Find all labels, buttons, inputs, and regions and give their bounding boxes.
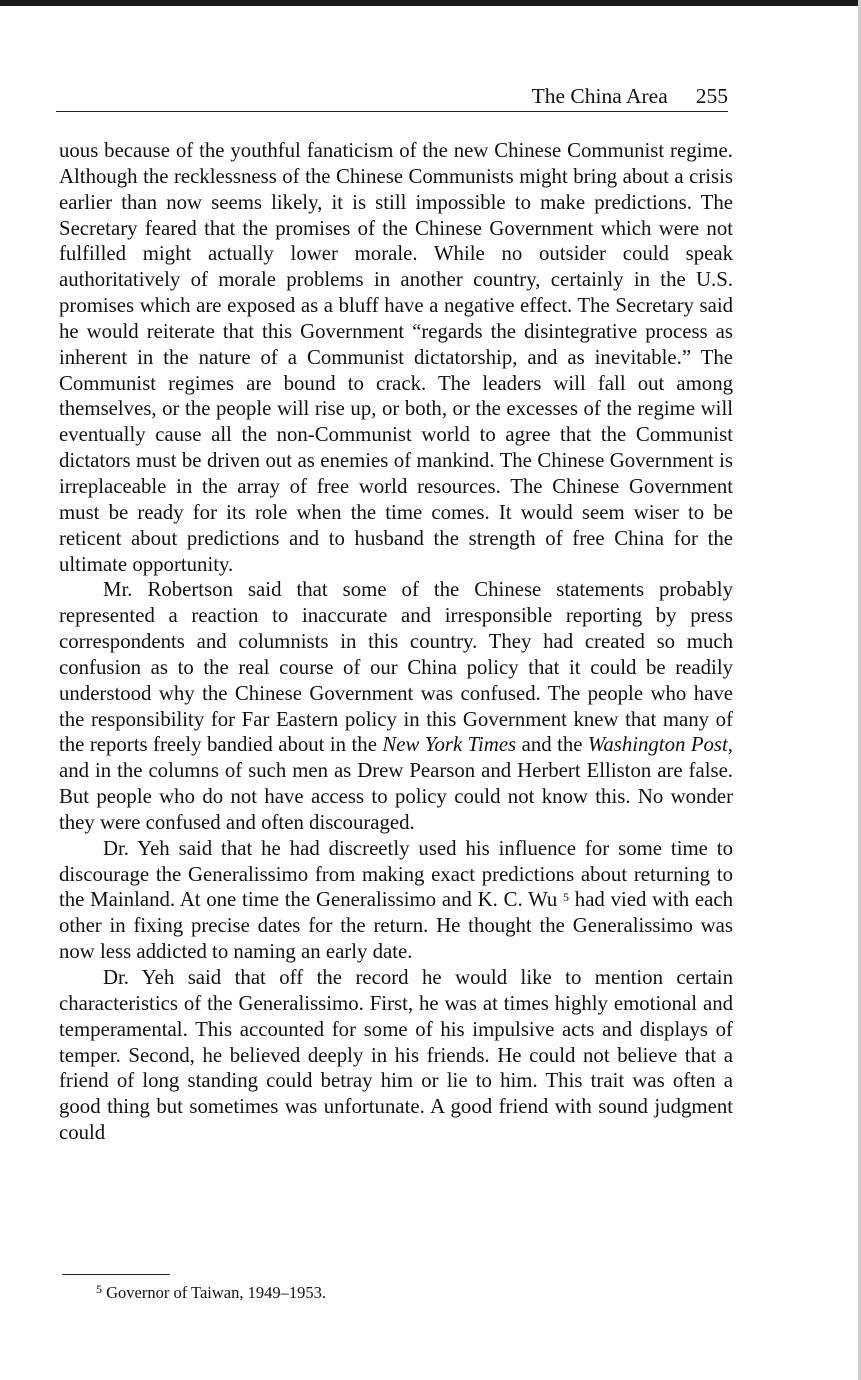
footnote-text: Governor of Taiwan, 1949–1953. — [106, 1283, 326, 1302]
running-head-title: The China Area — [531, 84, 668, 108]
newspaper-title-nyt: New York Times — [382, 733, 517, 757]
paragraph-3 — [59, 836, 733, 965]
paragraph-2-text-a: Mr. Robertson said that some of the Chinese statements probably represented a reaction to inaccurate and irresponsible reporting by press correspondents and columnists in this country. They had created so much confusion as to the real course of our China policy that it could be readily understood why the Chinese Government was confused. The people who have the responsibility for Far Eastern policy in this Government knew that many of the reports freely bandied about in the — [59, 578, 733, 757]
newspaper-title-wapo: Washington Post, — [587, 733, 733, 757]
running-head — [56, 80, 728, 112]
paragraph-3-text-b: had vied with each other in fixing precise dates for the return. He thought the Generalissimo was now less addicted to naming an early date. — [59, 888, 733, 964]
top-edge-band — [0, 0, 861, 6]
paragraph-1: uous because of the youthful fanaticism of the new Chinese Communist regime. Although the recklessness of the Chinese Communists might bring about a crisis earlier than now seems likely, it is still impossible to make predictions. The Secretary feared that the promises of the Chinese Government which were not fulfilled might actually lower morale. While no outsider could speak authoritatively of morale problems in another country, certainly in the U.S. promises which are exposed as a bluff have a negative effect. The Secretary said he would reiterate that this Government “regards the disintegrative process as inherent in the nature of a Communist dictatorship, and as inevitable.” The Communist regimes are bound to crack. The leaders will fall out among themselves, or the people will rise up, or both, or the excesses of the regime will eventually cause all the non-Communist world to agree that the Communist dictators must be driven out as enemies of mankind. The Chinese Government is irreplaceable in the array of free world resources. The Chinese Government must be ready for its role when the time comes. It would seem wiser to be reticent about predictions and to husband the strength of free China for the ultimate opportunity. — [59, 139, 733, 576]
paragraph-2-text-b: and the — [516, 733, 588, 757]
footnote — [96, 1282, 326, 1304]
footnote-reference[interactable]: 5 — [563, 890, 570, 905]
footnote-mark: 5 — [96, 1282, 102, 1296]
body-text — [59, 138, 733, 1146]
paragraph-2 — [59, 577, 733, 835]
paragraph-3-text-a: Dr. Yeh said that he had discreetly used his influence for some time to discourage the Generalissimo from making exact predictions about returning to the Mainland. At one time the Generalissimo and K. C. Wu — [59, 836, 733, 912]
paragraph-2-text-c: and in the columns of such men as Drew Pearson and Herbert Elliston are false. But people who do not have access to policy could not know this. No wonder they were confused and often discouraged. — [59, 759, 733, 834]
footnote-divider — [62, 1274, 170, 1275]
page-number: 255 — [695, 84, 728, 108]
paragraph-4: Dr. Yeh said that off the record he would like to mention certain characteristics of the Generalissimo. First, he was at times highly emotional and temperamental. This accounted for some of his impulsive acts and displays of temper. Second, he believed deeply in his friends. He could not believe that a friend of long standing could betray him or lie to him. This trait was often a good thing but sometimes was unfortunate. A good friend with sound judgment could — [59, 966, 733, 1145]
